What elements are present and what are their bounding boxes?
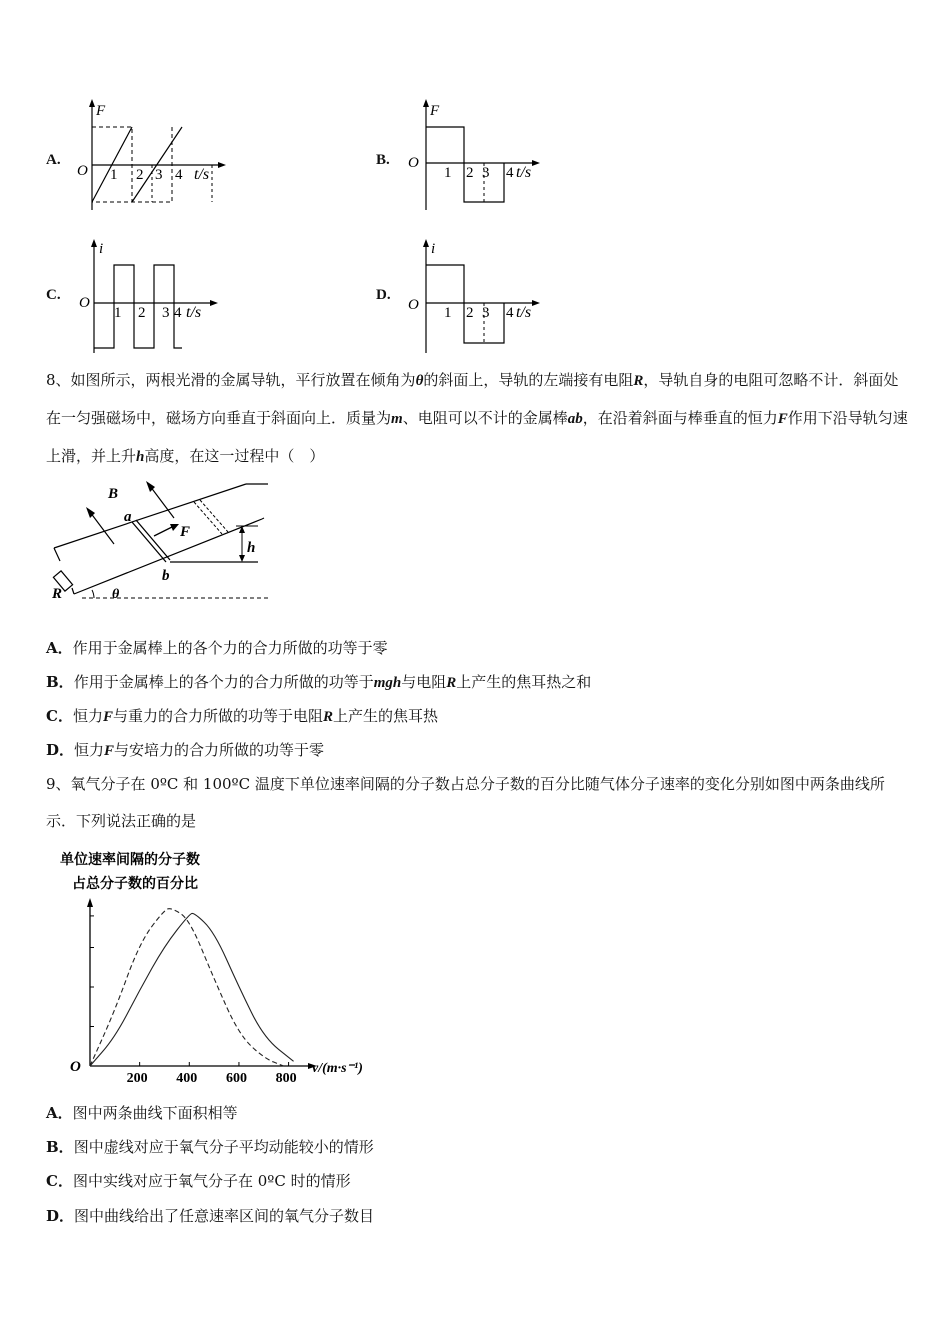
svg-text:t/s: t/s	[516, 164, 532, 181]
y-axis-arrow	[87, 898, 93, 907]
q8-option-b[interactable]: B．作用于金属棒上的各个力的合力所做的功等于mgh与电阻R上产生的焦耳热之和	[46, 673, 592, 691]
q8-option-c[interactable]: C．恒力F与重力的合力所做的功等于电阻R上产生的焦耳热	[46, 707, 439, 725]
svg-text:i: i	[431, 241, 436, 257]
q9-option-d[interactable]: D．图中曲线给出了任意速率区间的氧气分子数目	[46, 1207, 375, 1225]
graph-option-b	[376, 95, 576, 215]
series-dashed	[90, 909, 284, 1066]
svg-text:b: b	[162, 568, 170, 584]
q8-option-d[interactable]: D．恒力F与安培力的合力所做的功等于零	[46, 741, 325, 759]
x-tick-label: 400	[176, 1071, 198, 1082]
graph-option-c	[44, 235, 244, 355]
svg-text:O: O	[408, 155, 419, 171]
chart-ylabel-line2: 占总分子数的百分比	[72, 877, 198, 892]
svg-text:O: O	[79, 295, 90, 311]
series-dotted-solid	[90, 913, 294, 1066]
svg-text:3: 3	[482, 305, 490, 321]
svg-text:a: a	[124, 509, 132, 525]
x-tick-label: 200	[126, 1071, 148, 1082]
svg-text:2: 2	[466, 165, 474, 181]
svg-text:4: 4	[506, 165, 514, 181]
question-8-stem: 8、如图所示，两根光滑的金属导轨，平行放置在倾角为θ的斜面上，导轨的左端接有电阻R，导轨自身的电阻可忽略不计．斜面处在一匀强磁场中，磁场方向垂直于斜面向上．质量为m、电阻可以不计的金属棒ab，在沿着斜面与棒垂直的恒力F作用下沿导轨匀速上滑，并上升h高度，在这一过程中（ ）	[46, 371, 908, 465]
option-label: A.	[46, 152, 61, 168]
svg-text:t/s: t/s	[186, 304, 202, 321]
f-t-graph-b	[406, 95, 576, 215]
svg-text:4: 4	[175, 167, 183, 183]
i-t-graph-d	[406, 235, 576, 355]
svg-text:O: O	[408, 297, 419, 313]
i-t-graph-c	[74, 235, 244, 355]
svg-text:B: B	[108, 486, 119, 502]
q8-option-a[interactable]: A．作用于金属棒上的各个力的合力所做的功等于零	[46, 639, 388, 657]
svg-text:3: 3	[155, 167, 163, 183]
svg-text:4: 4	[174, 305, 182, 321]
svg-text:1: 1	[110, 167, 118, 183]
svg-text:1: 1	[444, 165, 452, 181]
option-label: C.	[46, 287, 61, 303]
graph-option-d	[376, 235, 576, 355]
svg-text:θ: θ	[112, 587, 120, 602]
svg-text:2: 2	[136, 167, 144, 183]
svg-text:3: 3	[482, 165, 490, 181]
svg-text:t/s: t/s	[516, 304, 532, 321]
svg-text:1: 1	[114, 305, 122, 321]
x-tick-label: 800	[275, 1071, 297, 1082]
svg-text:2: 2	[138, 305, 146, 321]
svg-text:2: 2	[466, 305, 474, 321]
svg-text:t/s: t/s	[194, 166, 210, 183]
graph-option-a	[44, 95, 244, 215]
chart-ylabel-line1: 单位速率间隔的分子数	[60, 853, 200, 868]
chart-origin: O	[70, 1059, 81, 1075]
f-t-graph-a	[74, 95, 244, 215]
svg-text:O: O	[77, 163, 88, 179]
svg-text:h: h	[247, 540, 256, 556]
svg-text:3: 3	[162, 305, 170, 321]
chart-xlabel: v/(m·s⁻¹)	[312, 1061, 363, 1076]
svg-text:F: F	[180, 524, 191, 540]
x-tick-label: 600	[225, 1071, 247, 1082]
incline-rail-figure	[46, 476, 276, 608]
q9-option-a[interactable]: A．图中两条曲线下面积相等	[46, 1104, 238, 1122]
svg-text:i: i	[99, 241, 104, 257]
speed-distribution-chart	[56, 846, 386, 1082]
svg-text:1: 1	[444, 305, 452, 321]
svg-text:R: R	[52, 586, 63, 602]
q9-option-b[interactable]: B．图中虚线对应于氧气分子平均动能较小的情形	[46, 1138, 374, 1156]
question-9-stem: 9、氧气分子在 0ºC 和 100ºC 温度下单位速率间隔的分子数占总分子数的百分比随气体分子速率的变化分别如图中两条曲线所示．下列说法正确的是	[46, 775, 885, 830]
q9-option-c[interactable]: C．图中实线对应于氧气分子在 0ºC 时的情形	[46, 1172, 351, 1190]
svg-text:F: F	[430, 103, 440, 119]
option-label: B.	[376, 152, 390, 168]
svg-text:F: F	[96, 103, 106, 119]
option-label: D.	[376, 287, 391, 303]
svg-text:4: 4	[506, 305, 514, 321]
